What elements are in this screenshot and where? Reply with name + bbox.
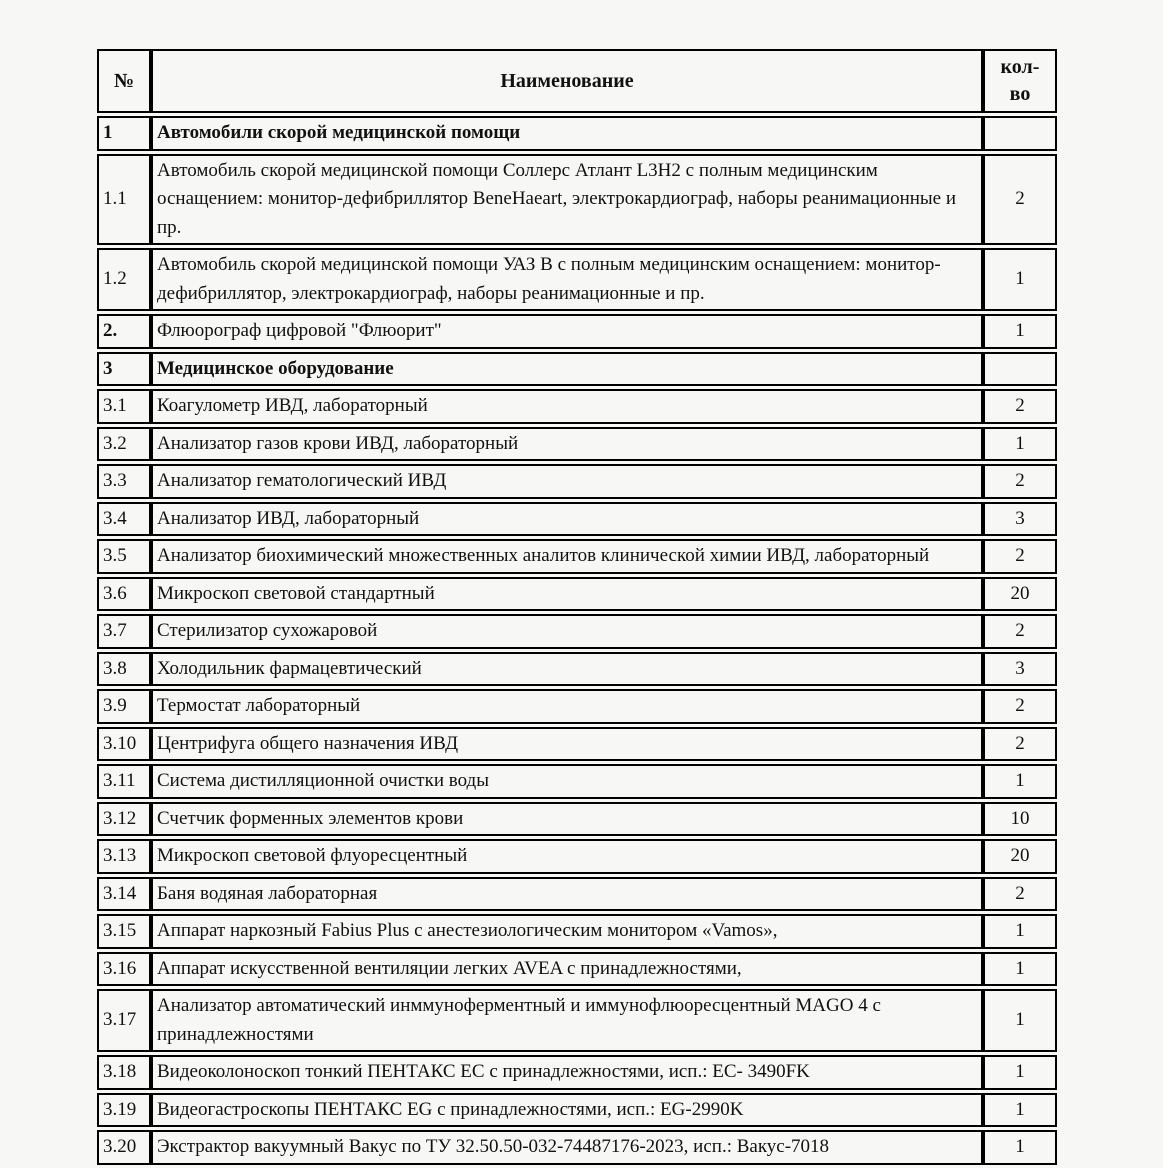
row-name: Анализатор газов крови ИВД, лабораторный — [151, 427, 983, 462]
row-name: Холодильник фармацевтический — [151, 652, 983, 687]
row-number: 1.2 — [97, 248, 151, 311]
row-number: 3.16 — [97, 952, 151, 987]
row-quantity: 3 — [983, 502, 1057, 537]
row-name: Коагулометр ИВД, лабораторный — [151, 389, 983, 424]
row-name: Анализатор автоматический инммуноферментный и иммунофлюоресцентный MAGO 4 с принадлежностями — [151, 989, 983, 1052]
row-number: 3.15 — [97, 914, 151, 949]
row-quantity: 1 — [983, 1130, 1057, 1165]
row-name: Флюорограф цифровой "Флюорит" — [151, 314, 983, 349]
row-name: Счетчик форменных элементов крови — [151, 802, 983, 837]
table-row — [97, 689, 1057, 724]
row-number: 3 — [97, 352, 151, 387]
row-quantity: 2 — [983, 154, 1057, 246]
row-number: 3.4 — [97, 502, 151, 537]
table-row — [97, 248, 1057, 311]
row-name: Аппарат наркозный Fabius Plus с анестезиологическим монитором «Vamos», — [151, 914, 983, 949]
table-row — [97, 1055, 1057, 1090]
row-quantity — [983, 116, 1057, 151]
table-row — [97, 614, 1057, 649]
table-body — [97, 116, 1057, 1165]
row-name: Видеоколоноскоп тонкий ПЕНТАКС ЕС с принадлежностями, исп.: ЕС- 3490FK — [151, 1055, 983, 1090]
row-name: Анализатор биохимический множественных аналитов клинической химии ИВД, лабораторный — [151, 539, 983, 574]
row-name: Система дистилляционной очистки воды — [151, 764, 983, 799]
row-quantity: 2 — [983, 389, 1057, 424]
table-row — [97, 877, 1057, 912]
table-row — [97, 764, 1057, 799]
table-row — [97, 1130, 1057, 1165]
row-name: Видеогастроскопы ПЕНТАКС EG с принадлежностями, исп.: EG-2990K — [151, 1093, 983, 1128]
row-quantity: 1 — [983, 952, 1057, 987]
row-name: Автомобиль скорой медицинской помощи УАЗ В с полным медицинским оснащением: монитор-дефибриллятор, электрокардиограф, наборы реанимационные и пр. — [151, 248, 983, 311]
row-number: 3.2 — [97, 427, 151, 462]
row-name: Анализатор гематологический ИВД — [151, 464, 983, 499]
row-quantity: 1 — [983, 764, 1057, 799]
table-row — [97, 539, 1057, 574]
row-quantity: 1 — [983, 914, 1057, 949]
table-row — [97, 464, 1057, 499]
table-row — [97, 802, 1057, 837]
table-row — [97, 389, 1057, 424]
row-number: 3.12 — [97, 802, 151, 837]
row-number: 3.5 — [97, 539, 151, 574]
row-quantity: 2 — [983, 614, 1057, 649]
row-number: 3.20 — [97, 1130, 151, 1165]
row-number: 3.7 — [97, 614, 151, 649]
row-number: 3.13 — [97, 839, 151, 874]
row-quantity: 2 — [983, 727, 1057, 762]
row-number: 3.6 — [97, 577, 151, 612]
table-row — [97, 314, 1057, 349]
row-name: Анализатор ИВД, лабораторный — [151, 502, 983, 537]
row-name: Медицинское оборудование — [151, 352, 983, 387]
row-quantity: 3 — [983, 652, 1057, 687]
table-row — [97, 914, 1057, 949]
row-number: 3.19 — [97, 1093, 151, 1128]
row-name: Центрифуга общего назначения ИВД — [151, 727, 983, 762]
row-name: Автомобили скорой медицинской помощи — [151, 116, 983, 151]
table-row — [97, 652, 1057, 687]
row-quantity: 1 — [983, 248, 1057, 311]
equipment-table-container — [97, 46, 1057, 1168]
row-number: 1.1 — [97, 154, 151, 246]
row-name: Аппарат искусственной вентиляции легких AVEA с принадлежностями, — [151, 952, 983, 987]
row-quantity: 1 — [983, 427, 1057, 462]
table-row — [97, 427, 1057, 462]
row-name: Термостат лабораторный — [151, 689, 983, 724]
row-number: 3.11 — [97, 764, 151, 799]
row-quantity: 2 — [983, 539, 1057, 574]
row-number: 1 — [97, 116, 151, 151]
column-header-quantity — [983, 49, 1057, 113]
header-row — [97, 49, 1057, 113]
row-quantity: 2 — [983, 464, 1057, 499]
row-number: 3.9 — [97, 689, 151, 724]
row-number: 3.8 — [97, 652, 151, 687]
row-quantity: 20 — [983, 577, 1057, 612]
row-quantity: 1 — [983, 314, 1057, 349]
row-quantity: 20 — [983, 839, 1057, 874]
row-number: 2. — [97, 314, 151, 349]
row-number: 3.10 — [97, 727, 151, 762]
table-row — [97, 952, 1057, 987]
column-header-quantity-line1: кол- — [1000, 56, 1040, 78]
row-number: 3.3 — [97, 464, 151, 499]
table-row — [97, 502, 1057, 537]
row-name: Баня водяная лабораторная — [151, 877, 983, 912]
row-number: 3.1 — [97, 389, 151, 424]
table-header — [97, 49, 1057, 113]
column-header-number: № — [97, 49, 151, 113]
row-name: Стерилизатор сухожаровой — [151, 614, 983, 649]
row-quantity: 10 — [983, 802, 1057, 837]
row-quantity: 2 — [983, 877, 1057, 912]
row-name: Экстрактор вакуумный Вакус по ТУ 32.50.50-032-74487176-2023, исп.: Вакус-7018 — [151, 1130, 983, 1165]
row-quantity: 1 — [983, 989, 1057, 1052]
table-row — [97, 839, 1057, 874]
column-header-quantity-line2: во — [1009, 83, 1031, 105]
row-number: 3.18 — [97, 1055, 151, 1090]
section-row — [97, 116, 1057, 151]
table-row — [97, 1093, 1057, 1128]
equipment-table — [97, 46, 1057, 1168]
row-quantity: 1 — [983, 1055, 1057, 1090]
table-row — [97, 154, 1057, 246]
section-row — [97, 352, 1057, 387]
row-quantity: 2 — [983, 689, 1057, 724]
row-quantity: 1 — [983, 1093, 1057, 1128]
column-header-name: Наименование — [151, 49, 983, 113]
row-quantity — [983, 352, 1057, 387]
table-row — [97, 727, 1057, 762]
row-number: 3.14 — [97, 877, 151, 912]
row-number: 3.17 — [97, 989, 151, 1052]
table-row — [97, 989, 1057, 1052]
row-name: Микроскоп световой стандартный — [151, 577, 983, 612]
row-name: Микроскоп световой флуоресцентный — [151, 839, 983, 874]
table-row — [97, 577, 1057, 612]
row-name: Автомобиль скорой медицинской помощи Соллерс Атлант L3H2 с полным медицинским оснащением: монитор-дефибриллятор BeneHaeart, электрокардиограф, наборы реанимационные и пр. — [151, 154, 983, 246]
